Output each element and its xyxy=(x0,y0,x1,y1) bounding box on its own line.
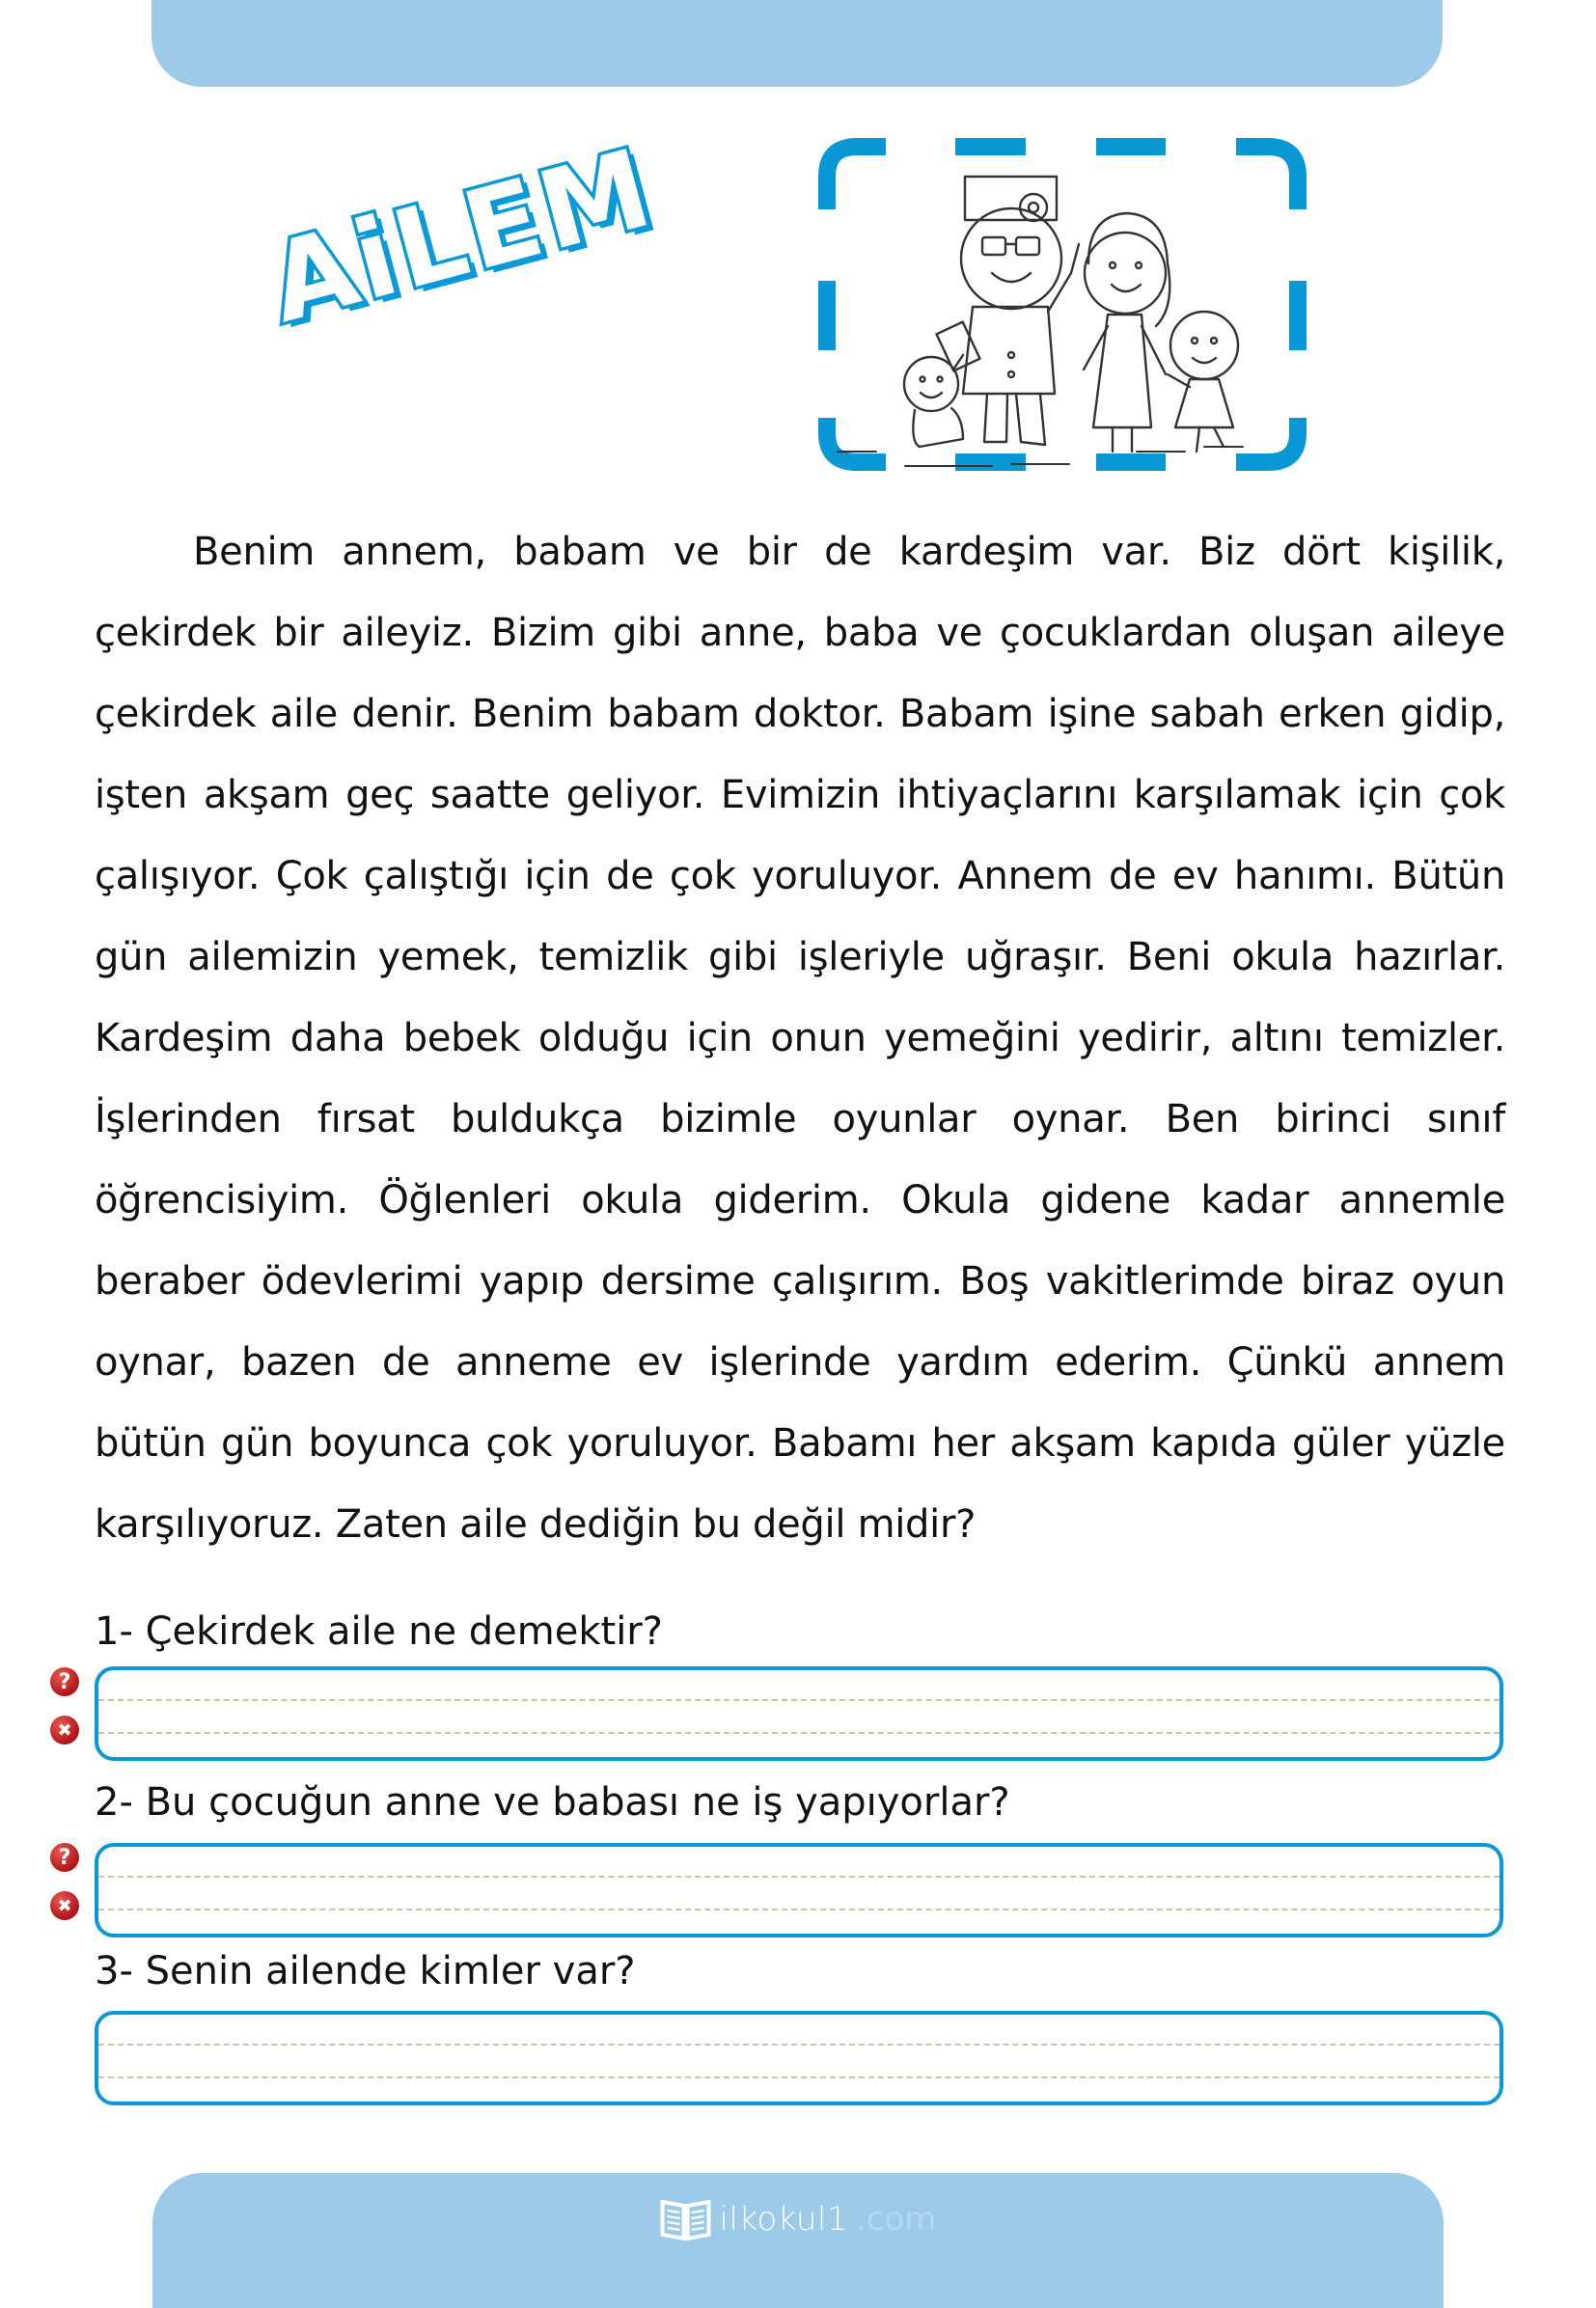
reading-passage xyxy=(95,511,1505,1565)
mother-figure xyxy=(1084,213,1169,452)
close-icon[interactable]: ✖ xyxy=(50,1716,79,1745)
footer-logo[interactable] xyxy=(660,2196,937,2242)
answer-box-1[interactable] xyxy=(95,1666,1503,1761)
father-figure xyxy=(937,177,1079,445)
answer-box-3[interactable] xyxy=(95,2011,1503,2105)
help-icon[interactable]: ? xyxy=(50,1667,79,1696)
help-icon[interactable]: ? xyxy=(50,1843,79,1872)
frame-corner-bl xyxy=(827,418,886,462)
answer-box-2[interactable] xyxy=(95,1843,1503,1937)
book-icon xyxy=(660,2196,712,2242)
footer-tld: .com xyxy=(856,2200,937,2239)
close-icon[interactable]: ✖ xyxy=(50,1891,79,1920)
family-illustration xyxy=(818,138,1307,471)
guide-line xyxy=(98,1909,1500,1910)
frame-corner-br xyxy=(1236,418,1298,462)
page-title: AiLEM xyxy=(257,124,667,347)
guide-line xyxy=(98,1699,1500,1701)
top-banner xyxy=(151,0,1443,87)
frame-corner-tl xyxy=(827,147,886,209)
reading-paragraph: Benim annem, babam ve bir de kardeşim var. Biz dört kişilik, çekirdek bir aileyiz. Bizim gibi anne, baba ve çocuklardan oluşan aileye çekirdek aile denir. Benim babam doktor. Babam işine sabah erken gidip, işten akşam geç saatte geliyor. Evimizin ihtiyaçlarını karşılamak için çok çalışıyor. Çok çalıştığı için de çok yoruluyor. Annem de ev hanımı. Bütün gün ailemizin yemek, temizlik gibi işleriyle uğraşır. Beni okula hazırlar. Kardeşim daha bebek olduğu için onun yemeğini yedirir, altını temizler. İşlerinden fırsat buldukça bizimle oyunlar oynar. Ben birinci sınıf öğrencisiyim. Öğlenleri okula giderim. Okula gidene kadar annemle beraber ödevlerimi yapıp dersime çalışırım. Boş vakitlerimde biraz oyun oynar, bazen de anneme ev işlerinde yardım ederim. Çünkü annem bütün gün boyunca çok yoruluyor. Babamı her akşam kapıda güler yüzle karşılıyoruz. Zaten aile dediğin bu değil midir? xyxy=(95,530,1505,1547)
illustration-svg xyxy=(818,138,1307,471)
question-3: 3- Senin ailende kimler var? xyxy=(95,1949,636,1993)
footer-banner xyxy=(152,2173,1444,2308)
girl-figure xyxy=(1168,312,1238,452)
guide-line xyxy=(98,2044,1500,2046)
footer-brand: ilkokul1 xyxy=(719,2200,849,2239)
frame-corner-tr xyxy=(1236,147,1298,209)
title-wrap xyxy=(257,125,666,347)
guide-line xyxy=(98,1732,1500,1734)
question-2: 2- Bu çocuğun anne ve babası ne iş yapıyorlar? xyxy=(95,1780,1010,1825)
question-1: 1- Çekirdek aile ne demektir? xyxy=(95,1609,663,1654)
guide-line xyxy=(98,2076,1500,2078)
guide-line xyxy=(98,1876,1500,1878)
baby-figure xyxy=(904,355,963,447)
